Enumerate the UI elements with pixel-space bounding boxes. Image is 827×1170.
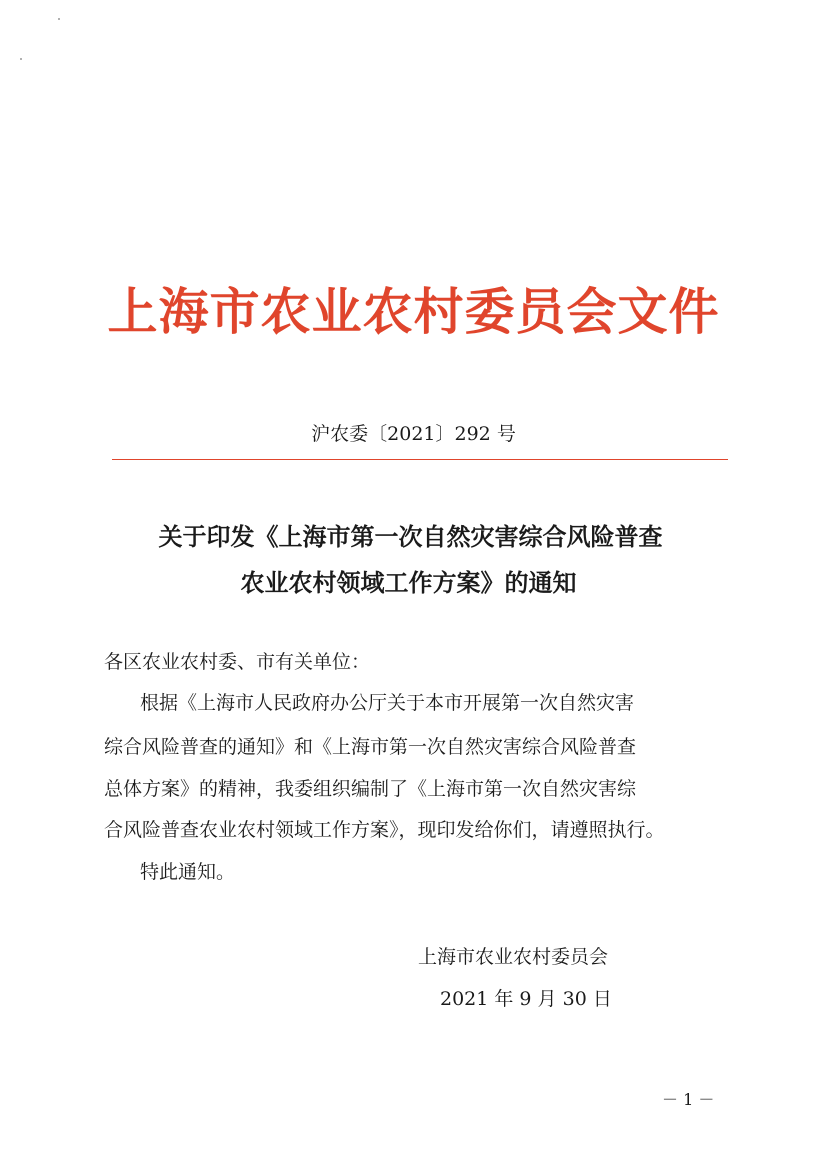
closing-remark: 特此通知。 bbox=[140, 861, 236, 883]
document-title-line-1: 关于印发《上海市第一次自然灾害综合风险普查 bbox=[158, 522, 663, 551]
scan-speck bbox=[20, 58, 22, 60]
red-divider-line bbox=[112, 459, 728, 460]
scan-speck bbox=[58, 18, 60, 20]
body-paragraph-line: 综合风险普查的通知》和《上海市第一次自然灾害综合风险普查 bbox=[104, 736, 637, 758]
body-paragraph-line: 合风险普查农业农村领域工作方案》，现印发给你们，请遵照执行。 bbox=[104, 819, 665, 841]
page-number: － 1 － bbox=[662, 1090, 715, 1109]
salutation: 各区农业农村委、市有关单位： bbox=[104, 651, 371, 673]
document-title-line-2: 农业农村领域工作方案》的通知 bbox=[240, 568, 577, 597]
issuer-header-title: 上海市农业农村委员会文件 bbox=[107, 282, 720, 341]
document-number: 沪农委〔2021〕292 号 bbox=[311, 423, 516, 445]
body-paragraph-line: 根据《上海市人民政府办公厅关于本市开展第一次自然灾害 bbox=[140, 692, 635, 714]
body-paragraph-line: 总体方案》的精神，我委组织编制了《上海市第一次自然灾害综 bbox=[104, 778, 637, 800]
signature-date: 2021 年 9 月 30 日 bbox=[440, 988, 612, 1010]
signature-sender: 上海市农业农村委员会 bbox=[418, 946, 609, 968]
